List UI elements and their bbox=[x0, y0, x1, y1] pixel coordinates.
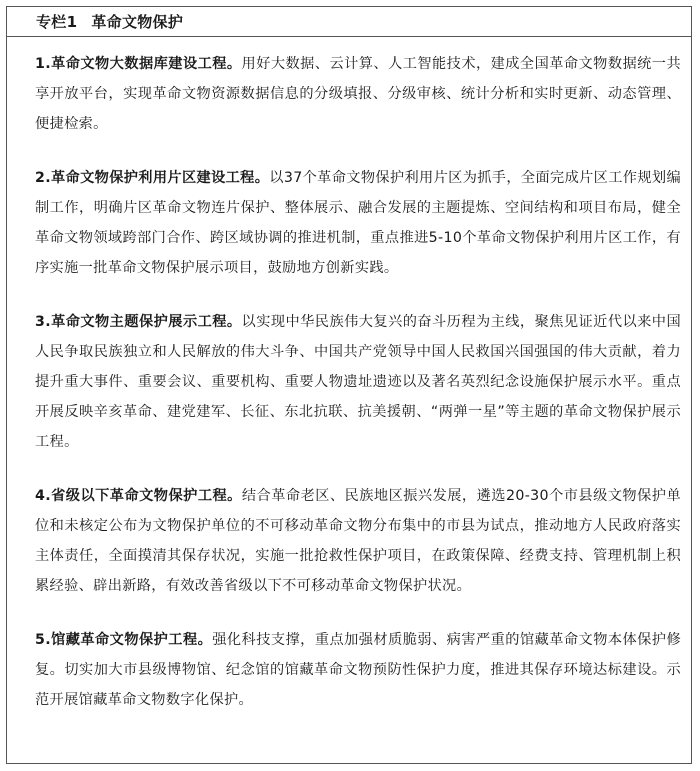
project-heading: 1.革命文物大数据库建设工程。 bbox=[35, 56, 242, 72]
column-label: 专栏1 bbox=[36, 13, 78, 31]
project-text: 用好大数据、云计算、人工智能技术，建成全国革命文物数据统一共享开放平台，实现革命文物资源数据信息的分级填报、分级审核、统计分析和实时更新、动态管理、便捷检索。 bbox=[35, 56, 681, 132]
project-text: 强化科技支撑，重点加强材质脆弱、病害严重的馆藏革命文物本体保护修复。切实加大市县级博物馆、纪念馆的馆藏革命文物预防性保护力度，推进其保存环境达标建设。示范开展馆藏革命文物数字化保护。 bbox=[35, 632, 682, 708]
project-heading: 3.革命文物主题保护展示工程。 bbox=[35, 314, 242, 330]
project-heading: 5.馆藏革命文物保护工程。 bbox=[35, 632, 213, 648]
column-title: 革命文物保护 bbox=[91, 13, 184, 31]
column-box bbox=[6, 6, 692, 764]
project-text: 结合革命老区、民族地区振兴发展，遴选20-30个市县级文物保护单位和未核定公布为文物保护单位的不可移动革命文物分布集中的市县为试点，推动地方人民政府落实主体责任，全面摸清其保存状况，实施一批抢救性保护项目，在政策保障、经费支持、管理机制上积累经验、辟出新路，有效改善省级以下不可移动革命文物保护状况。 bbox=[35, 488, 681, 594]
column-header bbox=[7, 7, 691, 37]
project-item-4 bbox=[35, 481, 681, 601]
project-text: 以实现中华民族伟大复兴的奋斗历程为主线，聚焦见证近代以来中国人民争取民族独立和人民解放的伟大斗争、中国共产党领导中国人民救国兴国强国的伟大贡献，着力提升重大事件、重要会议、重要机构、重要人物遗址遗迹以及著名英烈纪念设施保护展示水平。重点开展反映辛亥革命、建党建军、长征、东北抗联、抗美援朝、“两弹一星”等主题的革命文物保护展示工程。 bbox=[35, 314, 681, 450]
project-item-5 bbox=[35, 625, 681, 715]
project-text: 以37个革命文物保护利用片区为抓手，全面完成片区工作规划编制工作，明确片区革命文物连片保护、整体展示、融合发展的主题提炼、空间结构和项目布局，健全革命文物领域跨部门合作、跨区域协调的推进机制，重点推进5-10个革命文物保护利用片区工作，有序实施一批革命文物保护展示项目，鼓励地方创新实践。 bbox=[35, 170, 681, 276]
project-item-1 bbox=[35, 49, 681, 139]
column-body bbox=[7, 37, 691, 715]
project-item-2 bbox=[35, 163, 681, 283]
project-item-3 bbox=[35, 307, 681, 457]
project-heading: 4.省级以下革命文物保护工程。 bbox=[35, 488, 242, 504]
project-heading: 2.革命文物保护利用片区建设工程。 bbox=[35, 170, 270, 186]
